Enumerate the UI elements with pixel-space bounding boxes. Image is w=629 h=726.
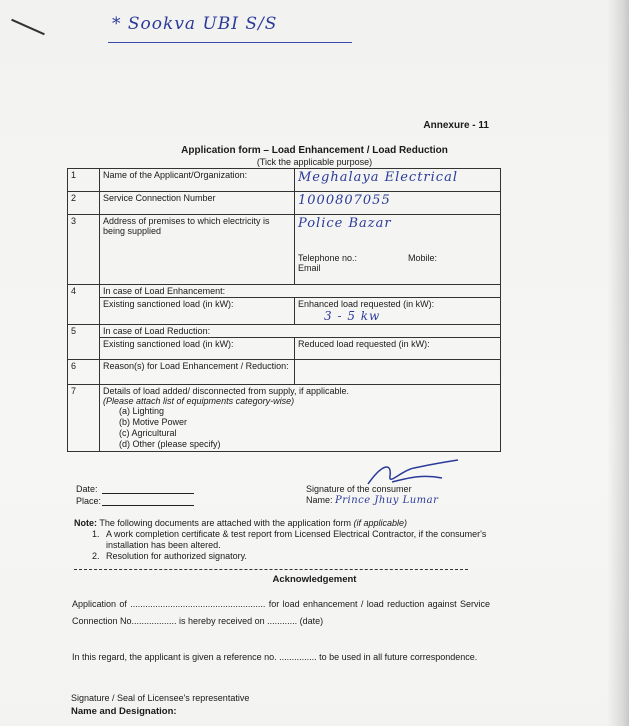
name-value: Prince Jhuy Lumar — [335, 495, 439, 506]
enhanced-load-label: Enhanced load requested (in kW): — [298, 299, 435, 309]
reason-field[interactable] — [295, 360, 501, 385]
category-other: (d) Other (please specify) — [119, 439, 221, 449]
handwritten-header: * Sookva UBI S/S — [112, 14, 278, 34]
note-label: Note: — [74, 518, 97, 528]
name-designation-label: Name and Designation: — [71, 706, 177, 717]
load-details-note: (Please attach list of equipments category-wise) — [103, 396, 295, 406]
load-enhancement-label: In case of Load Enhancement: — [100, 285, 501, 298]
note-item-text: A work completion certificate & test report from Licensed Electrical Contractor, if the consumer's installation has been altered. — [106, 529, 487, 550]
enhanced-load-field[interactable] — [295, 298, 501, 325]
form-row-1 — [68, 169, 501, 192]
acknowledgement-paragraph-1: Application of ...................................................... for load enhancement / load reduction against Service Connection No.................. is hereby received on ............ (date) — [72, 599, 490, 626]
page-edge-shadow — [607, 0, 629, 726]
row-number: 7 — [68, 385, 100, 452]
row-number: 3 — [68, 215, 100, 285]
address-label: Address of premises to which electricity is being supplied — [100, 215, 295, 285]
category-motive-power: (b) Motive Power — [119, 417, 188, 427]
note-italic: (if applicable) — [353, 518, 408, 528]
licensee-signature-label: Signature / Seal of Licensee's representative — [71, 693, 250, 703]
row-number: 5 — [68, 325, 100, 360]
row-number: 1 — [68, 169, 100, 192]
reason-label: Reason(s) for Load Enhancement / Reduction: — [100, 360, 295, 385]
acknowledgement-title: Acknowledgement — [272, 574, 357, 585]
date-label: Date: — [76, 484, 98, 494]
service-connection-label: Service Connection Number — [100, 192, 295, 215]
applicant-name-value: Meghalaya Electrical — [298, 170, 458, 185]
note-text: The following documents are attached with the application form — [99, 518, 351, 528]
application-form-table — [67, 168, 501, 452]
name-label: Name: — [306, 495, 333, 505]
service-connection-value: 1000807055 — [298, 193, 391, 208]
load-details-cell[interactable] — [100, 385, 501, 452]
category-agricultural: (c) Agricultural — [119, 428, 177, 438]
form-row-6 — [68, 360, 501, 385]
row-number: 4 — [68, 285, 100, 325]
acknowledgement-paragraph-2: In this regard, the applicant is given a reference no. ............... to be used in all future correspondence. — [72, 652, 478, 662]
address-value: Police Bazar — [298, 216, 392, 231]
form-row-4 — [68, 285, 501, 298]
row-number: 6 — [68, 360, 100, 385]
existing-load-reduction-label: Existing sanctioned load (in kW): — [100, 338, 295, 360]
row-number: 2 — [68, 192, 100, 215]
place-row — [76, 496, 194, 506]
reduced-load-field[interactable] — [295, 338, 501, 360]
note-section — [74, 518, 494, 562]
date-row — [76, 484, 194, 494]
form-subtitle: (Tick the applicable purpose) — [256, 157, 373, 167]
address-field[interactable] — [295, 215, 501, 285]
note-item-2: 2. Resolution for authorized signatory. — [92, 551, 247, 561]
applicant-name-field[interactable] — [295, 169, 501, 192]
date-line[interactable] — [102, 484, 194, 494]
note-item-text: Resolution for authorized signatory. — [106, 551, 247, 561]
existing-load-enhancement-label: Existing sanctioned load (in kW): — [100, 298, 295, 325]
load-category-list — [119, 406, 497, 450]
form-row-2 — [68, 192, 501, 215]
category-lighting: (a) Lighting — [119, 406, 165, 416]
annexure-label: Annexure - 11 — [423, 120, 489, 131]
form-title: Application form – Load Enhancement / Load Reduction — [181, 145, 448, 156]
enhanced-load-value: 3 - 5 kw — [324, 309, 381, 323]
place-line[interactable] — [102, 496, 194, 506]
reduced-load-label: Reduced load requested (in kW): — [298, 339, 430, 349]
email-label: Email — [298, 263, 321, 273]
form-row-4-detail — [68, 298, 501, 325]
applicant-name-label: Name of the Applicant/Organization: — [100, 169, 295, 192]
name-row — [306, 495, 438, 506]
note-item-1: 1. A work completion certificate & test report from Licensed Electrical Contractor, if the consumer's installation has been altered. — [92, 529, 494, 551]
service-connection-field[interactable] — [295, 192, 501, 215]
form-row-7 — [68, 385, 501, 452]
form-row-3 — [68, 215, 501, 285]
pen-stroke-mark — [11, 19, 45, 35]
form-row-5-detail — [68, 338, 501, 360]
handwritten-underline — [108, 42, 352, 43]
telephone-label: Telephone no.: — [298, 253, 358, 263]
load-details-label: Details of load added/ disconnected from supply, if applicable. — [103, 386, 349, 396]
load-reduction-label: In case of Load Reduction: — [100, 325, 501, 338]
signature-label: Signature of the consumer — [306, 484, 412, 494]
dashed-divider — [74, 569, 468, 570]
form-row-5 — [68, 325, 501, 338]
place-label: Place: — [76, 496, 102, 506]
mobile-label: Mobile: — [407, 253, 437, 263]
